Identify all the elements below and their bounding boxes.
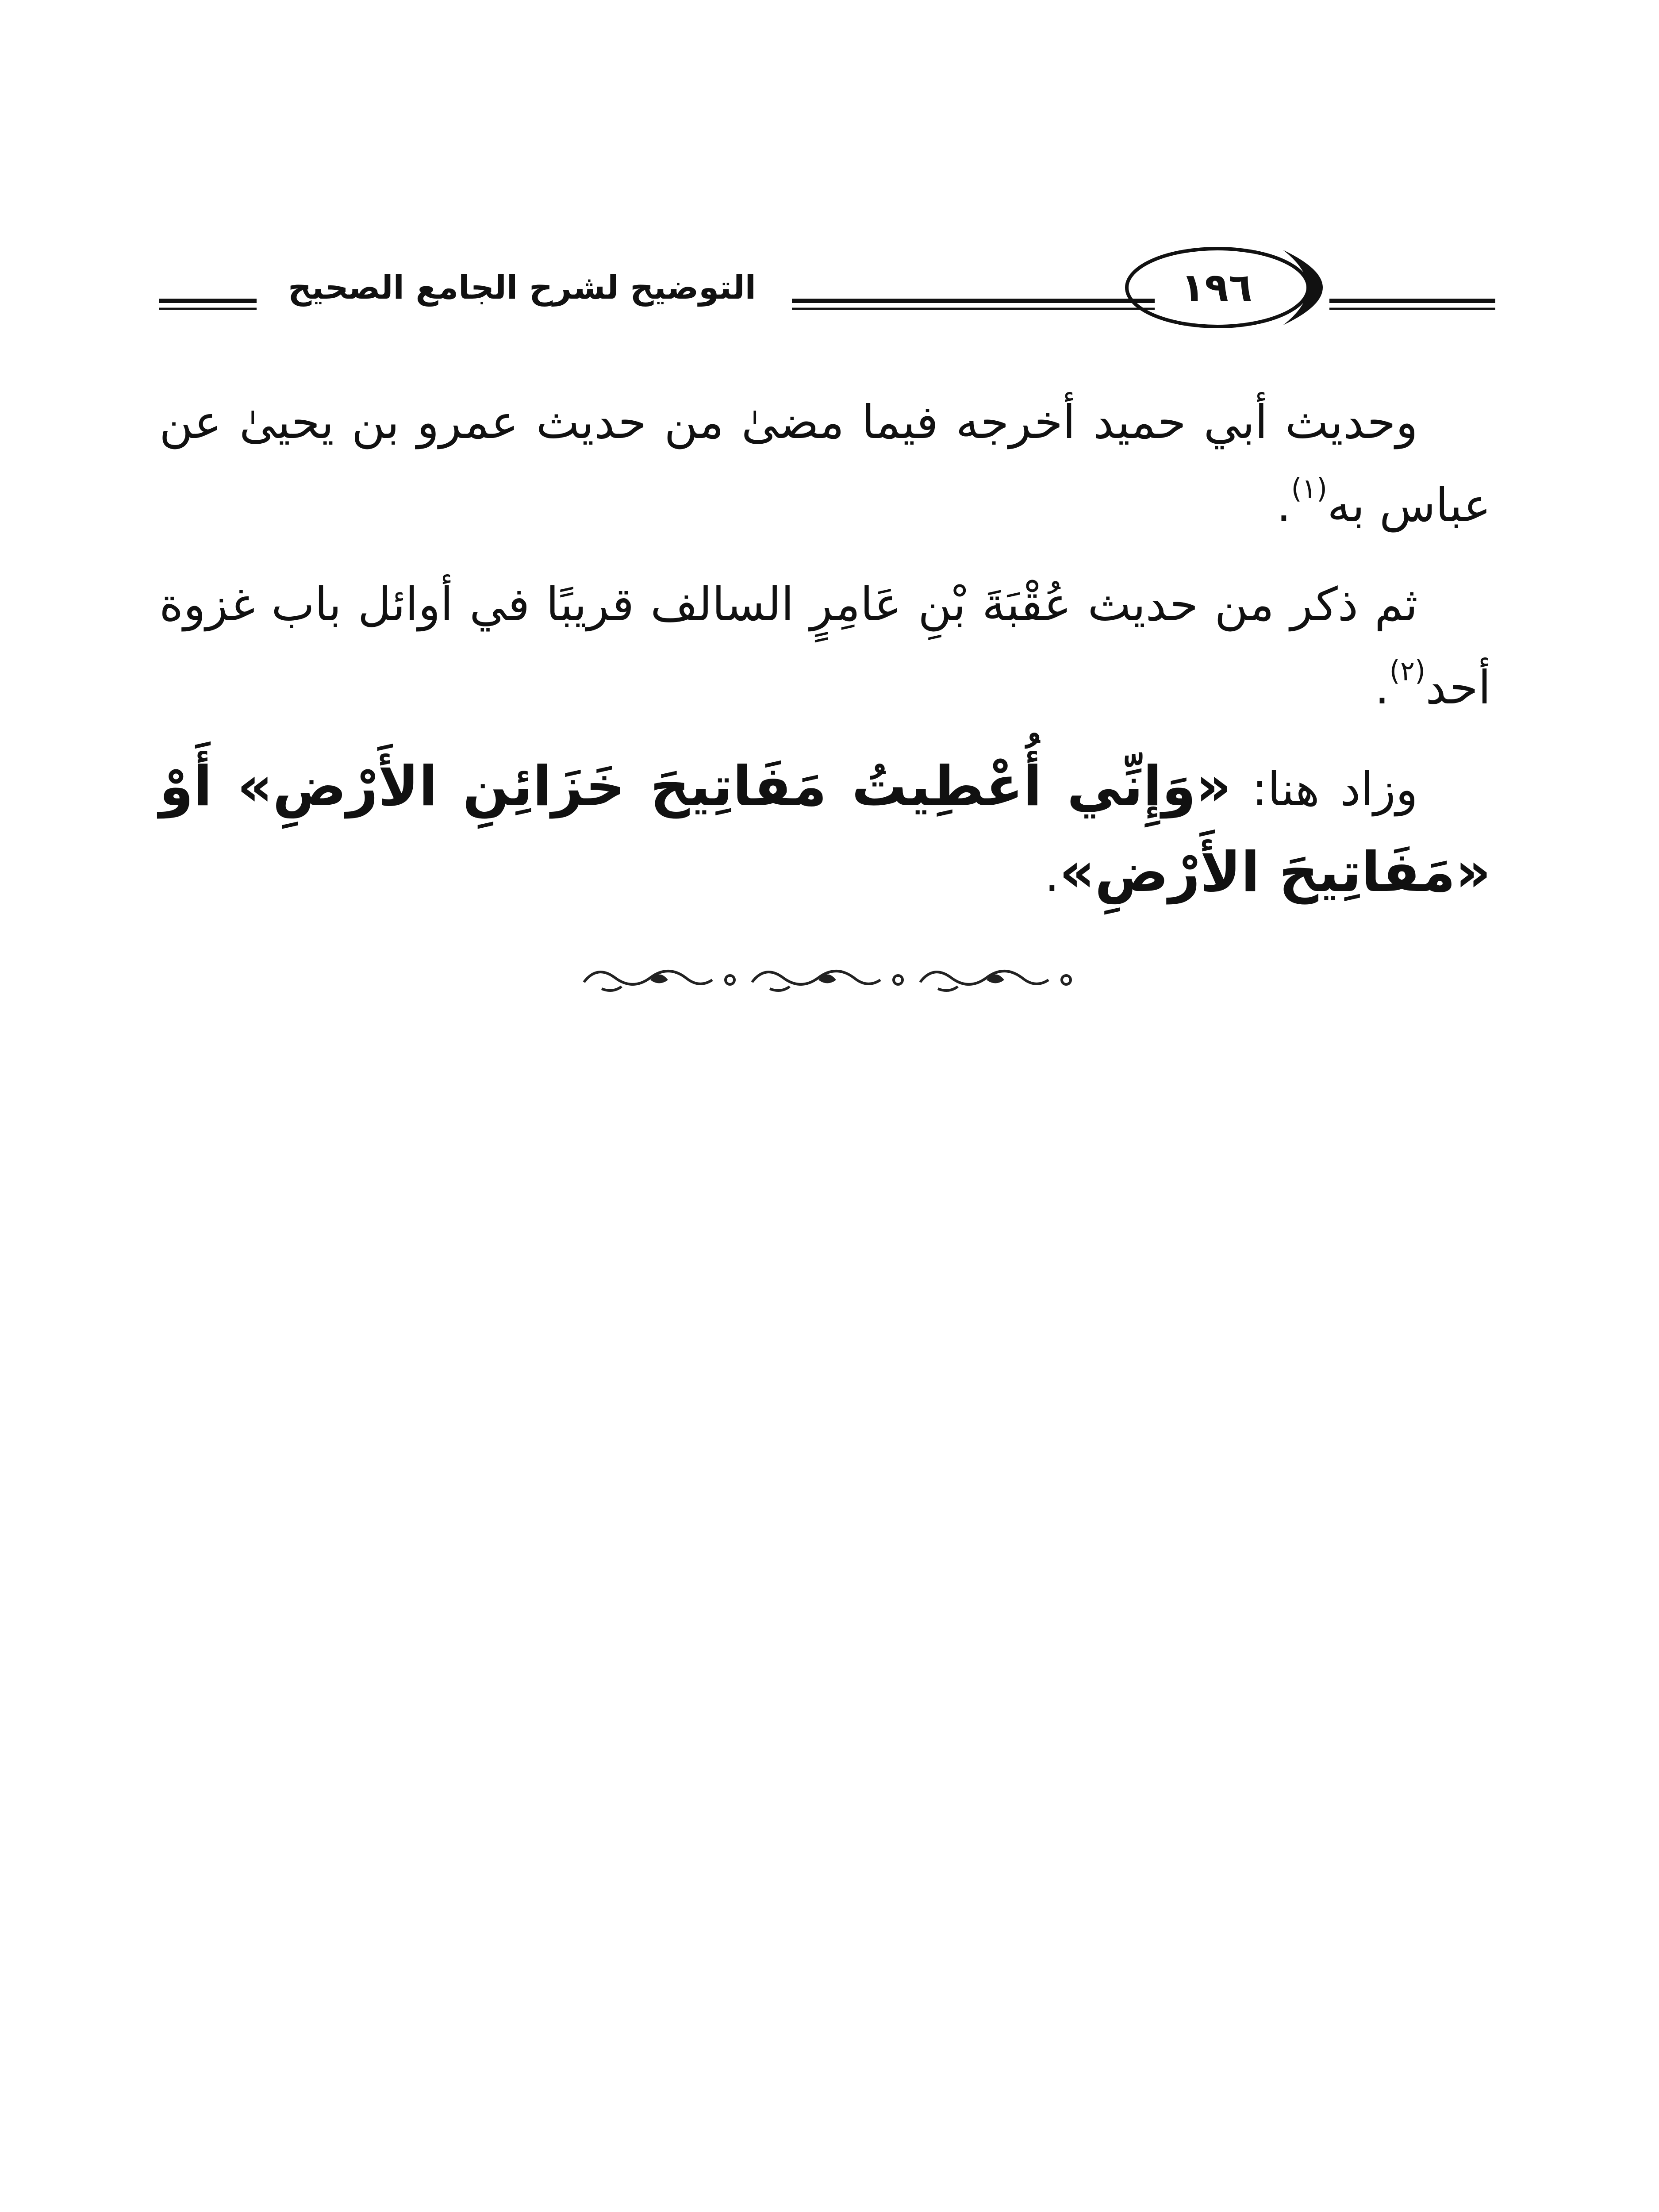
paragraph-1-end: . [1276,478,1291,532]
section-end-ornament [575,962,1075,1002]
paragraph-3-lead: وزاد هنا: [1231,762,1418,816]
paragraph-1-text: وحديث أبي حميد أخرجه فيما مضىٰ من حديث عمرو بن يحيىٰ عن عباس به [159,395,1491,532]
book-title: التوضيح لشرح الجامع الصحيح [288,269,757,307]
paragraph-3-end: . [1045,848,1060,902]
running-header [0,0,1659,354]
paragraph-2 [159,563,1491,729]
footnote-ref-1[interactable]: (١) [1291,472,1328,505]
footnote-ref-2[interactable]: (٢) [1389,654,1426,687]
paragraph-3 [159,745,1491,917]
paragraph-2-text: ثم ذكر من حديث عُقْبَةَ بْنِ عَامِرٍ السالف قريبًا في أوائل باب غزوة أحد [159,577,1491,714]
paragraph-2-end: . [1375,661,1390,714]
header-rule-ornament [0,0,1659,354]
page-number: ١٩٦ [1181,265,1252,310]
body-text [159,380,1491,933]
hadith-quote: «وَإِنِّي أُعْطِيتُ مَفَاتِيحَ خَزَائِنِ الأَرْضِ» أَوْ «مَفَاتِيحَ الأَرْضِ» [159,755,1491,904]
paragraph-1 [159,380,1491,547]
